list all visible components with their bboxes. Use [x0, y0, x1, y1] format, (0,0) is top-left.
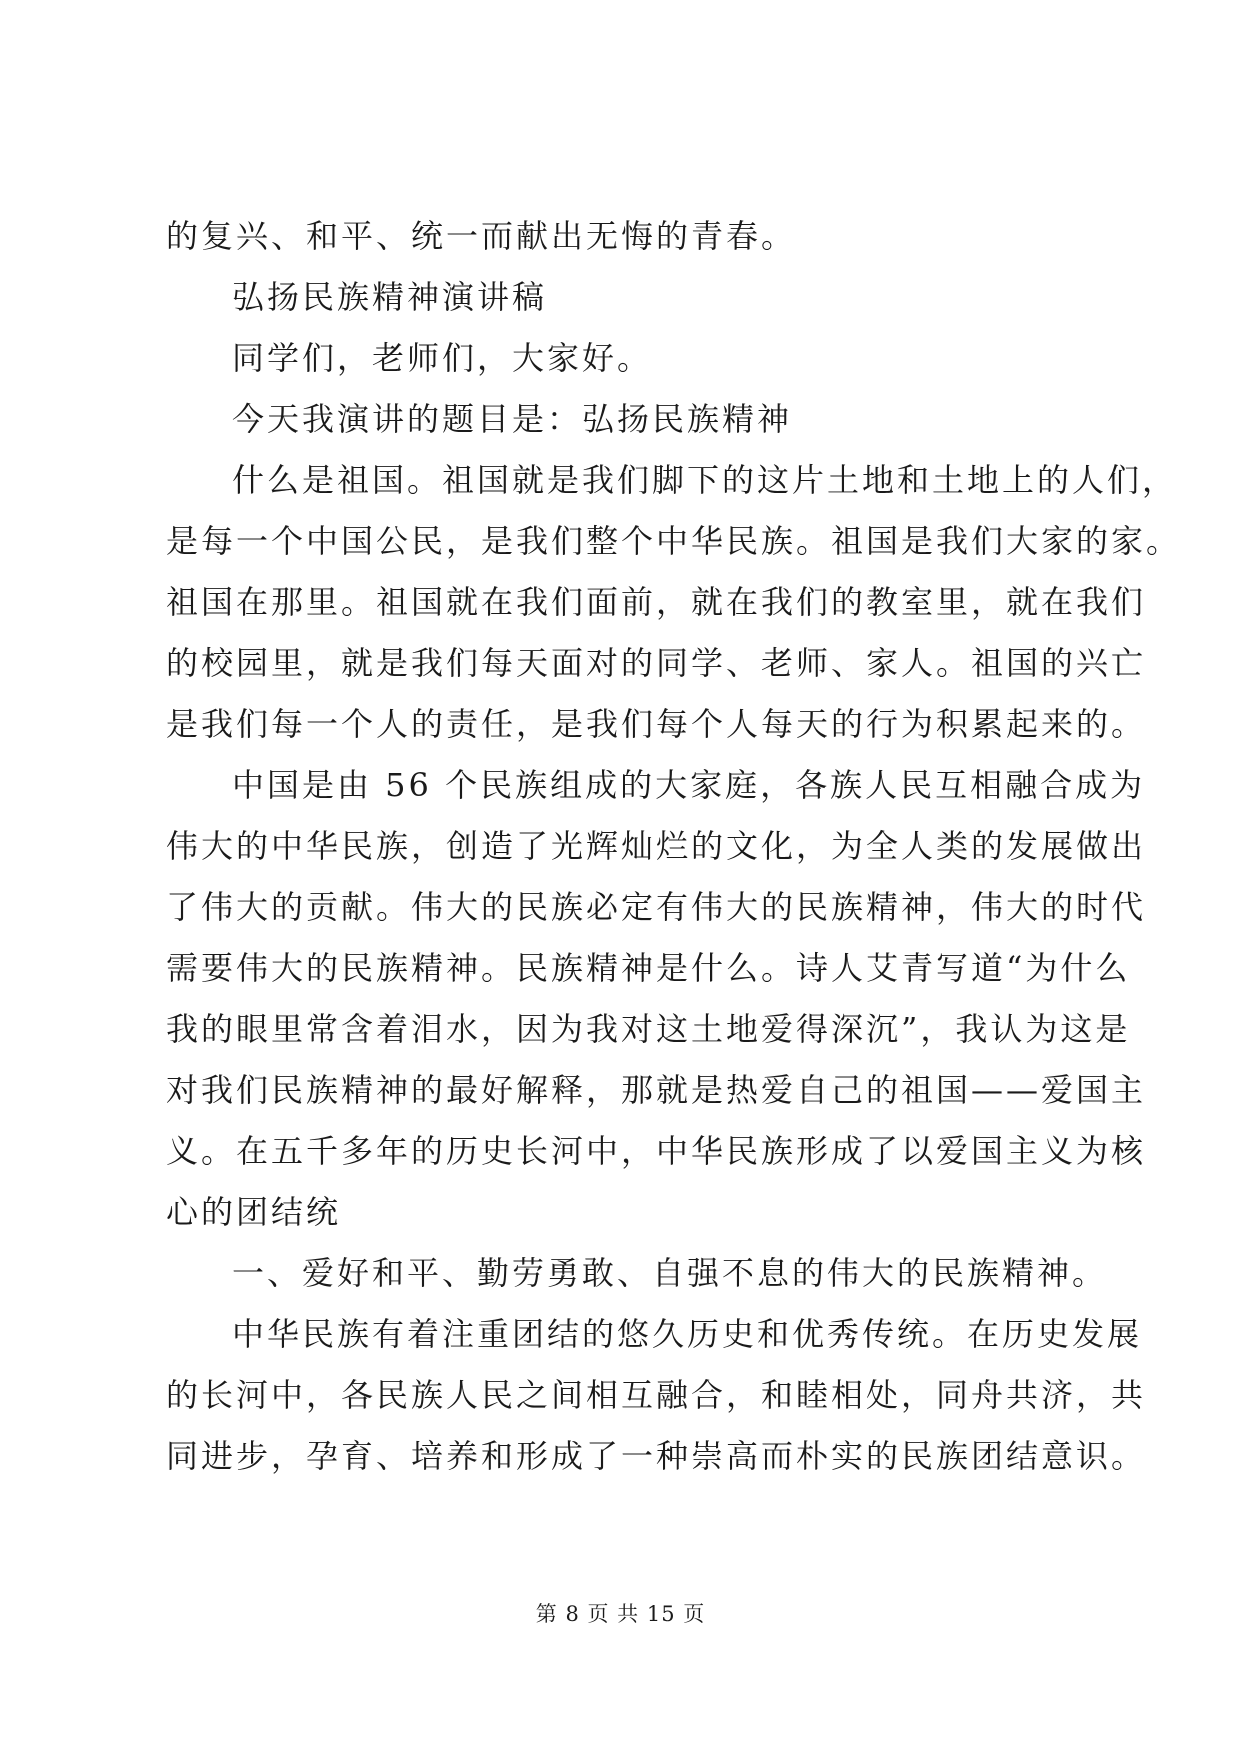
text-line: 中国是由 56 个民族组成的大家庭，各族人民互相融合成为: [232, 766, 1146, 804]
text-line: 中华民族有着注重团结的悠久历史和优秀传统。在历史发展: [232, 1315, 1143, 1353]
text-line: 了伟大的贡献。伟大的民族必定有伟大的民族精神，伟大的时代: [166, 888, 1147, 926]
document-body: [166, 206, 1182, 1487]
text-line: 今天我演讲的题目是：弘扬民族精神: [232, 400, 793, 438]
text-line: 祖国在那里。祖国就在我们面前，就在我们的教室里，就在我们: [166, 583, 1147, 621]
text-line: 是我们每一个人的责任，是我们每个人每天的行为积累起来的。: [166, 705, 1147, 743]
text-line: 的校园里，就是我们每天面对的同学、老师、家人。祖国的兴亡: [166, 644, 1147, 682]
text-line: 我的眼里常含着泪水，因为我对这土地爱得深沉”，我认为这是: [166, 1010, 1131, 1048]
text-line: 对我们民族精神的最好解释，那就是热爱自己的祖国——爱国主: [166, 1071, 1147, 1109]
text-line: 同进步，孕育、培养和形成了一种崇高而朴实的民族团结意识。: [166, 1437, 1147, 1475]
text-line: 伟大的中华民族，创造了光辉灿烂的文化，为全人类的发展做出: [166, 827, 1147, 865]
text-line: 的长河中，各民族人民之间相互融合，和睦相处，同舟共济，共: [166, 1376, 1147, 1414]
text-line: 一、爱好和平、勤劳勇敢、自强不息的伟大的民族精神。: [232, 1254, 1108, 1292]
text-line: 需要伟大的民族精神。民族精神是什么。诗人艾青写道“为什么: [166, 949, 1131, 987]
speech-title: 弘扬民族精神演讲稿: [232, 278, 548, 316]
text-line: 同学们，老师们，大家好。: [232, 339, 653, 377]
text-line: 的复兴、和平、统一而献出无悔的青春。: [166, 217, 797, 255]
text-line: 什么是祖国。祖国就是我们脚下的这片土地和土地上的人们，: [232, 461, 1178, 499]
text-line: 义。在五千多年的历史长河中，中华民族形成了以爱国主义为核: [166, 1132, 1147, 1170]
page-number-footer: 第 8 页 共 15 页: [535, 1602, 706, 1626]
text-line: 是每一个中国公民，是我们整个中华民族。祖国是我们大家的家。: [166, 522, 1182, 560]
text-line: 心的团结统: [166, 1193, 342, 1231]
